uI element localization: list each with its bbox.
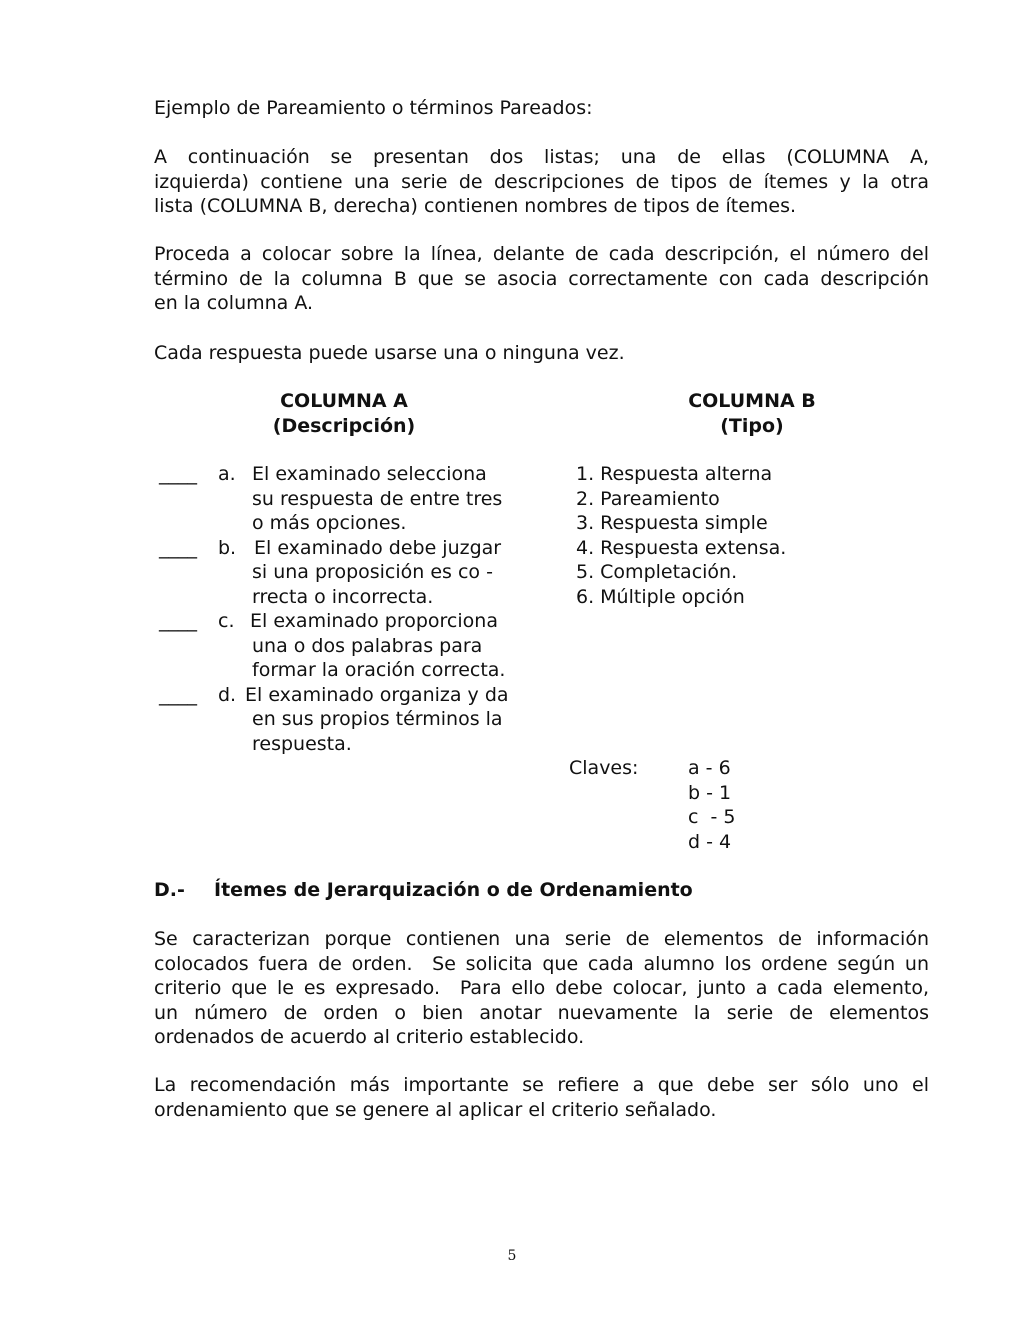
- item-letter: c.: [218, 610, 235, 632]
- item-text-line: rrecta o incorrecta.: [252, 585, 434, 608]
- section-title: Ítemes de Jerarquización o de Ordenamiento: [214, 879, 693, 901]
- answer-blank: ____: [159, 610, 197, 632]
- item-text-line: formar la oración correcta.: [252, 659, 506, 681]
- column-a-header: COLUMNA A: [280, 390, 408, 412]
- paragraph-line: ordenamiento que se genere al aplicar el criterio señalado.: [154, 1098, 717, 1121]
- paragraph-line: en la columna A.: [154, 292, 314, 314]
- column-b-item: 4. Respuesta extensa.: [576, 536, 787, 559]
- paragraph-line: término de la columna B que se asocia correctamente con cada descripción: [154, 267, 929, 290]
- item-text-line: una o dos palabras para: [252, 634, 483, 657]
- item-text-line: El examinado organiza y da: [245, 683, 509, 706]
- column-b-item: 2. Pareamiento: [576, 487, 720, 510]
- item-text-line: El examinado debe juzgar: [254, 536, 502, 559]
- intro-title: Ejemplo de Pareamiento o términos Pareados:: [154, 97, 593, 119]
- paragraph-line: criterio que le es expresado. Para ello debe colocar, junto a cada elemento,: [154, 977, 929, 999]
- item-text-line: respuesta.: [252, 732, 352, 755]
- key-value: b - 1: [688, 781, 732, 804]
- section-number: D.-: [154, 879, 185, 901]
- item-text-line: si una proposición es co -: [252, 561, 493, 583]
- item-text-line: su respuesta de entre tres: [252, 487, 503, 510]
- key-value: d - 4: [688, 830, 732, 853]
- keys-label: Claves:: [569, 757, 639, 779]
- item-text-line: o más opciones.: [252, 512, 407, 534]
- key-value: c - 5: [688, 806, 736, 828]
- paragraph-line: Se caracterizan porque contienen una serie de elementos de información: [154, 928, 929, 950]
- paragraph-line: Proceda a colocar sobre la línea, delante de cada descripción, el número del: [154, 243, 929, 265]
- column-b-item: 6. Múltiple opción: [576, 585, 745, 608]
- paragraph-line: La recomendación más importante se refiere a que debe ser sólo uno el: [154, 1074, 929, 1096]
- column-a-subheader: (Descripción): [272, 414, 416, 437]
- page-number: 5: [507, 1248, 517, 1264]
- column-b-item: 1. Respuesta alterna: [576, 463, 773, 485]
- paragraph-line: A continuación se presentan dos listas; una de ellas (COLUMNA A,: [154, 146, 929, 168]
- answer-blank: ____: [159, 683, 197, 706]
- paragraph-line: colocados fuera de orden. Se solicita que cada alumno los ordene según un: [154, 952, 929, 975]
- item-text-line: El examinado proporciona: [250, 610, 498, 632]
- item-text-line: El examinado selecciona: [252, 463, 487, 485]
- paragraph-line: ordenados de acuerdo al criterio establecido.: [154, 1026, 585, 1048]
- item-letter: d.: [218, 683, 237, 706]
- key-value: a - 6: [688, 757, 731, 779]
- answer-blank: ____: [159, 536, 197, 559]
- item-letter: a.: [218, 463, 236, 485]
- paragraph-line: un número de orden o bien anotar nuevamente la serie de elementos: [154, 1001, 929, 1024]
- column-b-item: 5. Completación.: [576, 561, 738, 583]
- paragraph-line: lista (COLUMNA B, derecha) contienen nombres de tipos de ítemes.: [154, 195, 797, 217]
- answer-blank: ____: [159, 463, 197, 485]
- item-letter: b.: [218, 536, 237, 559]
- column-b-header: COLUMNA B: [688, 390, 816, 412]
- paragraph-line: izquierda) contiene una serie de descripciones de tipos de ítemes y la otra: [154, 170, 929, 193]
- item-text-line: en sus propios términos la: [252, 708, 503, 730]
- column-b-subheader: (Tipo): [720, 414, 784, 437]
- paragraph-usage-note: Cada respuesta puede usarse una o ninguna vez.: [154, 342, 625, 364]
- column-b-item: 3. Respuesta simple: [576, 512, 768, 534]
